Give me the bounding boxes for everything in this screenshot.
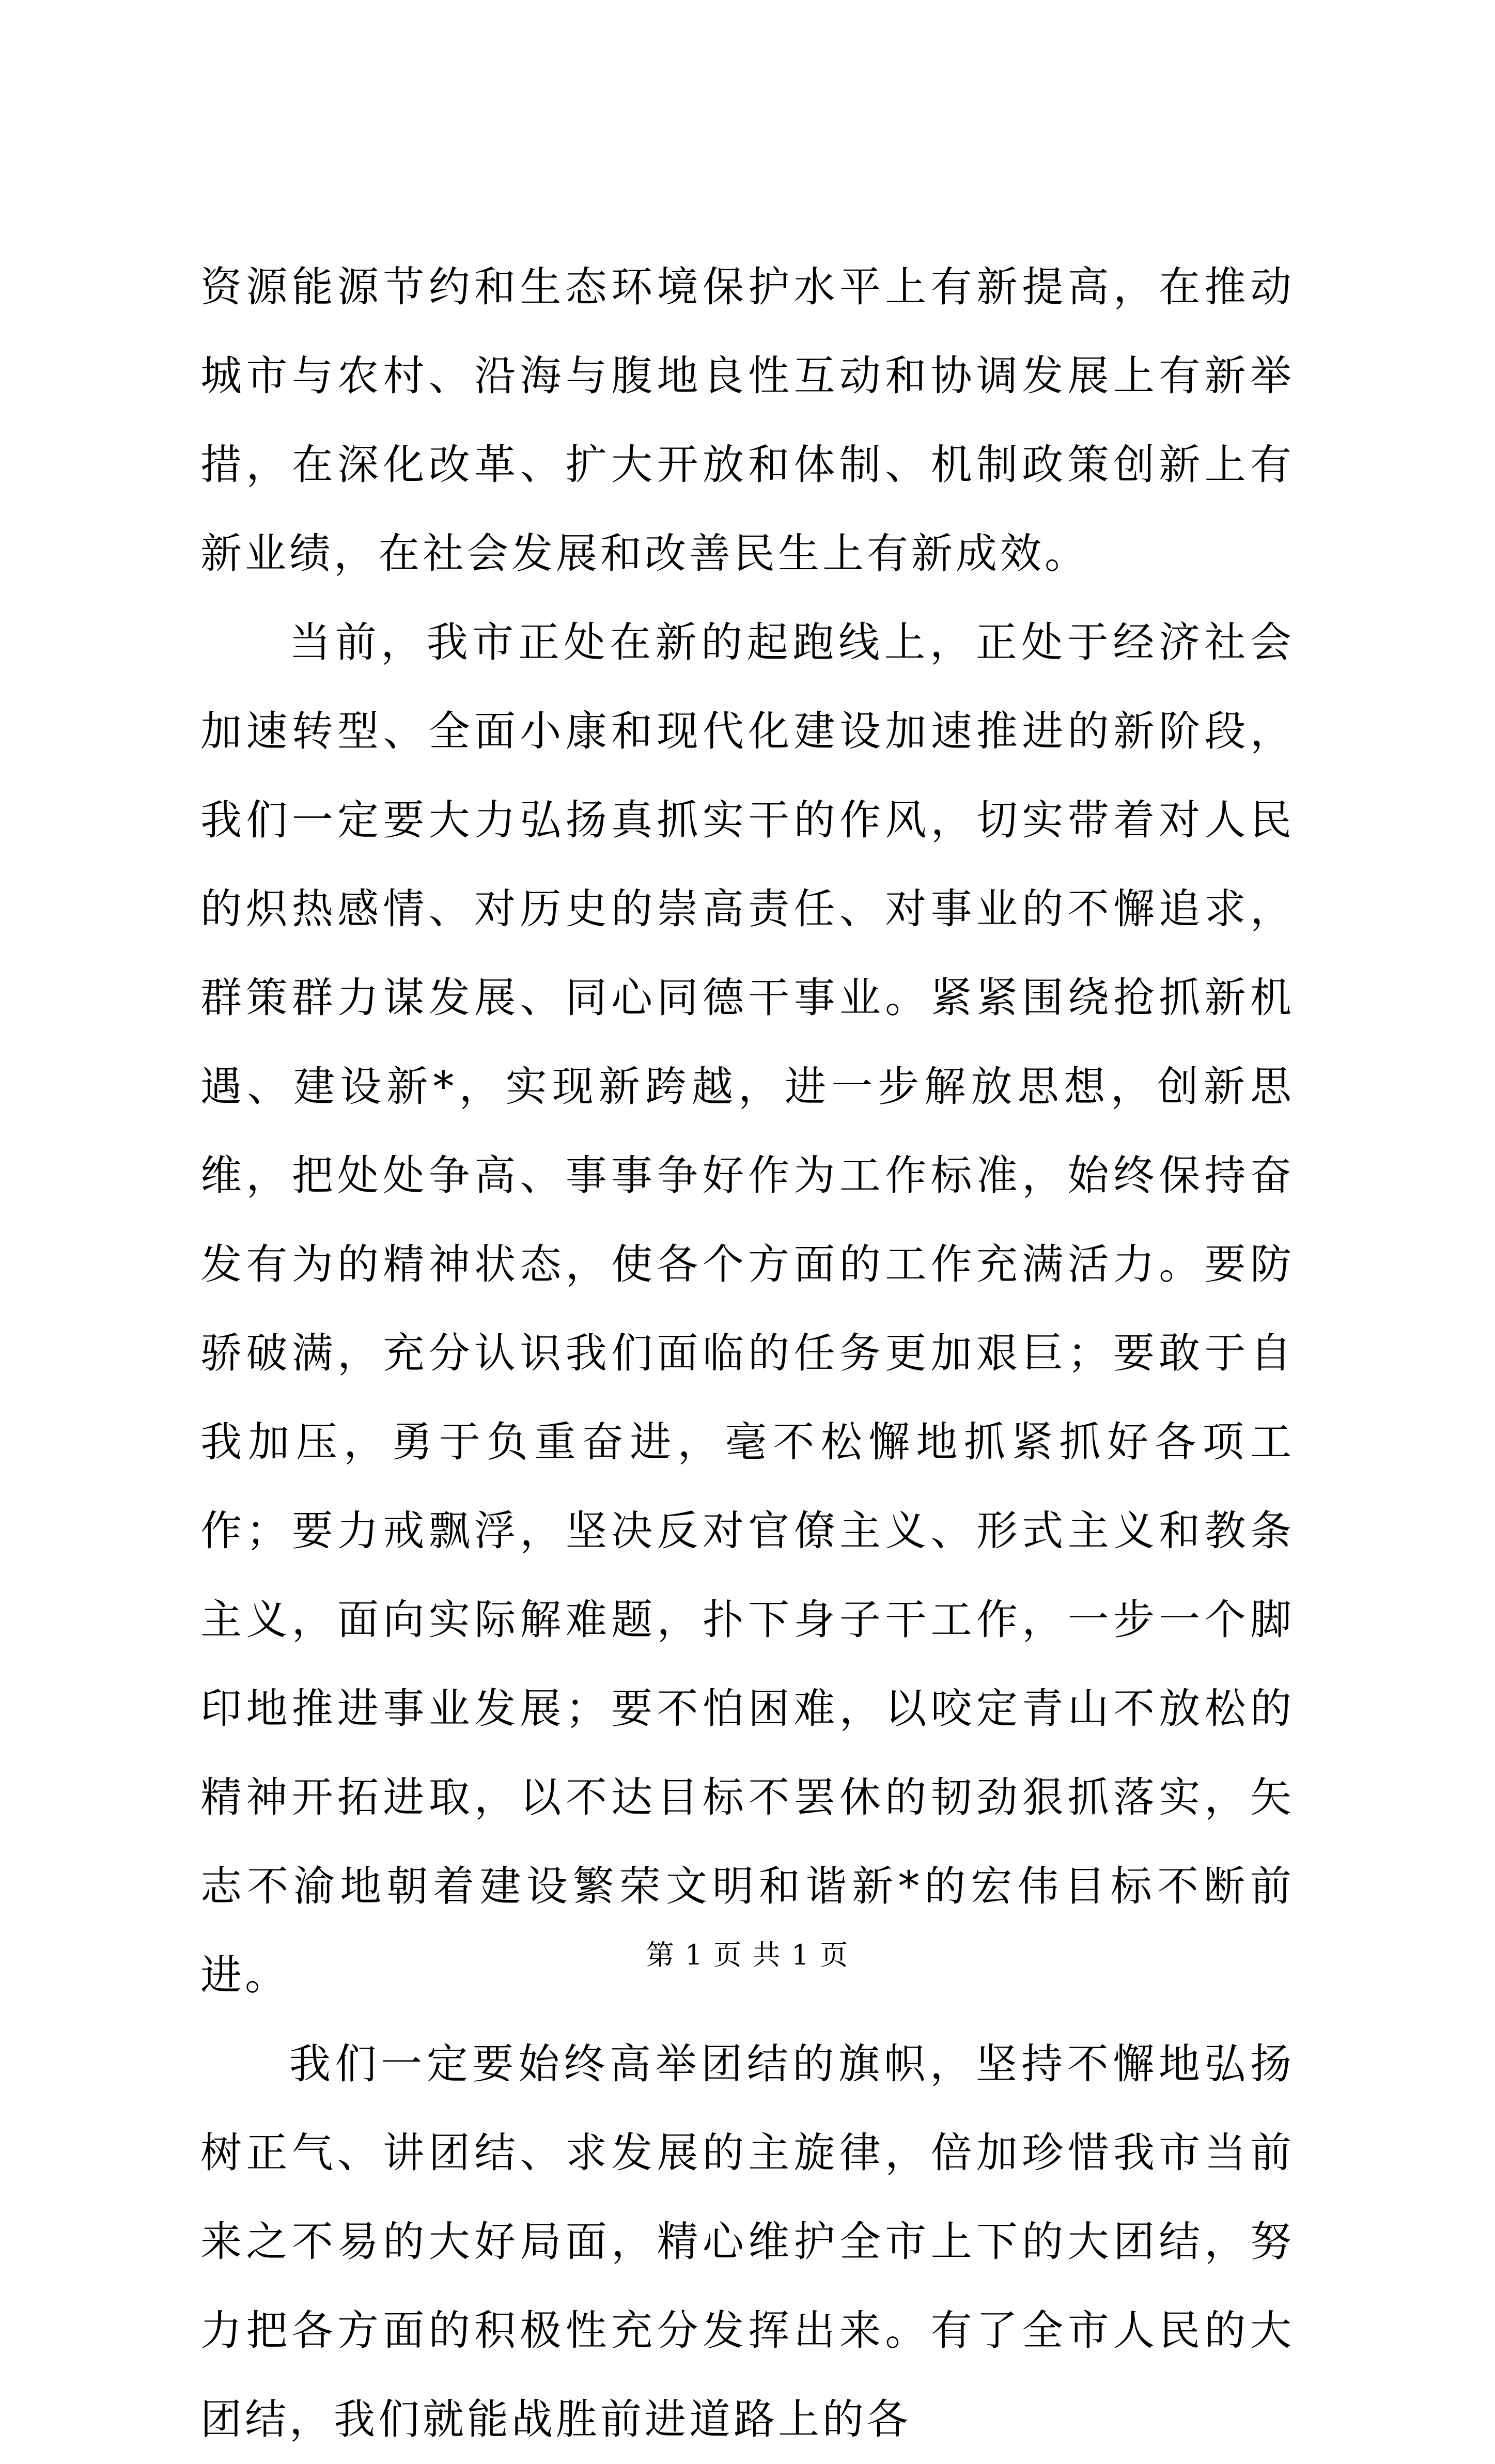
paragraph-2: 当前，我市正处在新的起跑线上，正处于经济社会加速转型、全面小康和现代化建设加速推进的新阶段，我们一定要大力弘扬真抓实干的作风，切实带着对人民的炽热感情、对历史的崇高责任、对事业的不懈追求，群策群力谋发展、同心同德干事业。紧紧围绕抢抓新机遇、建设新*，实现新跨越，进一步解放思想，创新思维，把处处争高、事事争好作为工作标准，始终保持奋发有为的精神状态，使各个方面的工作充满活力。要防骄破满，充分认识我们面临的任务更加艰巨；要敢于自我加压，勇于负重奋进，毫不松懈地抓紧抓好各项工作；要力戒飘浮，坚决反对官僚主义、形式主义和教条主义，面向实际解难题，扑下身子干工作，一步一个脚印地推进事业发展；要不怕困难，以咬定青山不放松的精神开拓进取，以不达目标不罢休的韧劲狠抓落实，矢志不渝地朝着建设繁荣文明和谐新*的宏伟目标不断前进。	[200, 618, 1295, 1999]
document-body	[200, 243, 1295, 2464]
paragraph-3: 我们一定要始终高举团结的旗帜，坚持不懈地弘扬树正气、讲团结、求发展的主旋律，倍加珍惜我市当前来之不易的大好局面，精心维护全市上下的大团结，努力把各方面的积极性充分发挥出来。有了全市人民的大团结，我们就能战胜前进道路上的各	[200, 2040, 1295, 2443]
paragraph-1: 资源能源节约和生态环境保护水平上有新提高，在推动城市与农村、沿海与腹地良性互动和协调发展上有新举措，在深化改革、扩大开放和体制、机制政策创新上有新业绩，在社会发展和改善民生上有新成效。	[200, 263, 1295, 578]
page-footer	[0, 1935, 1495, 1976]
page-number-label: 第 1 页 共 1 页	[646, 1939, 849, 1971]
